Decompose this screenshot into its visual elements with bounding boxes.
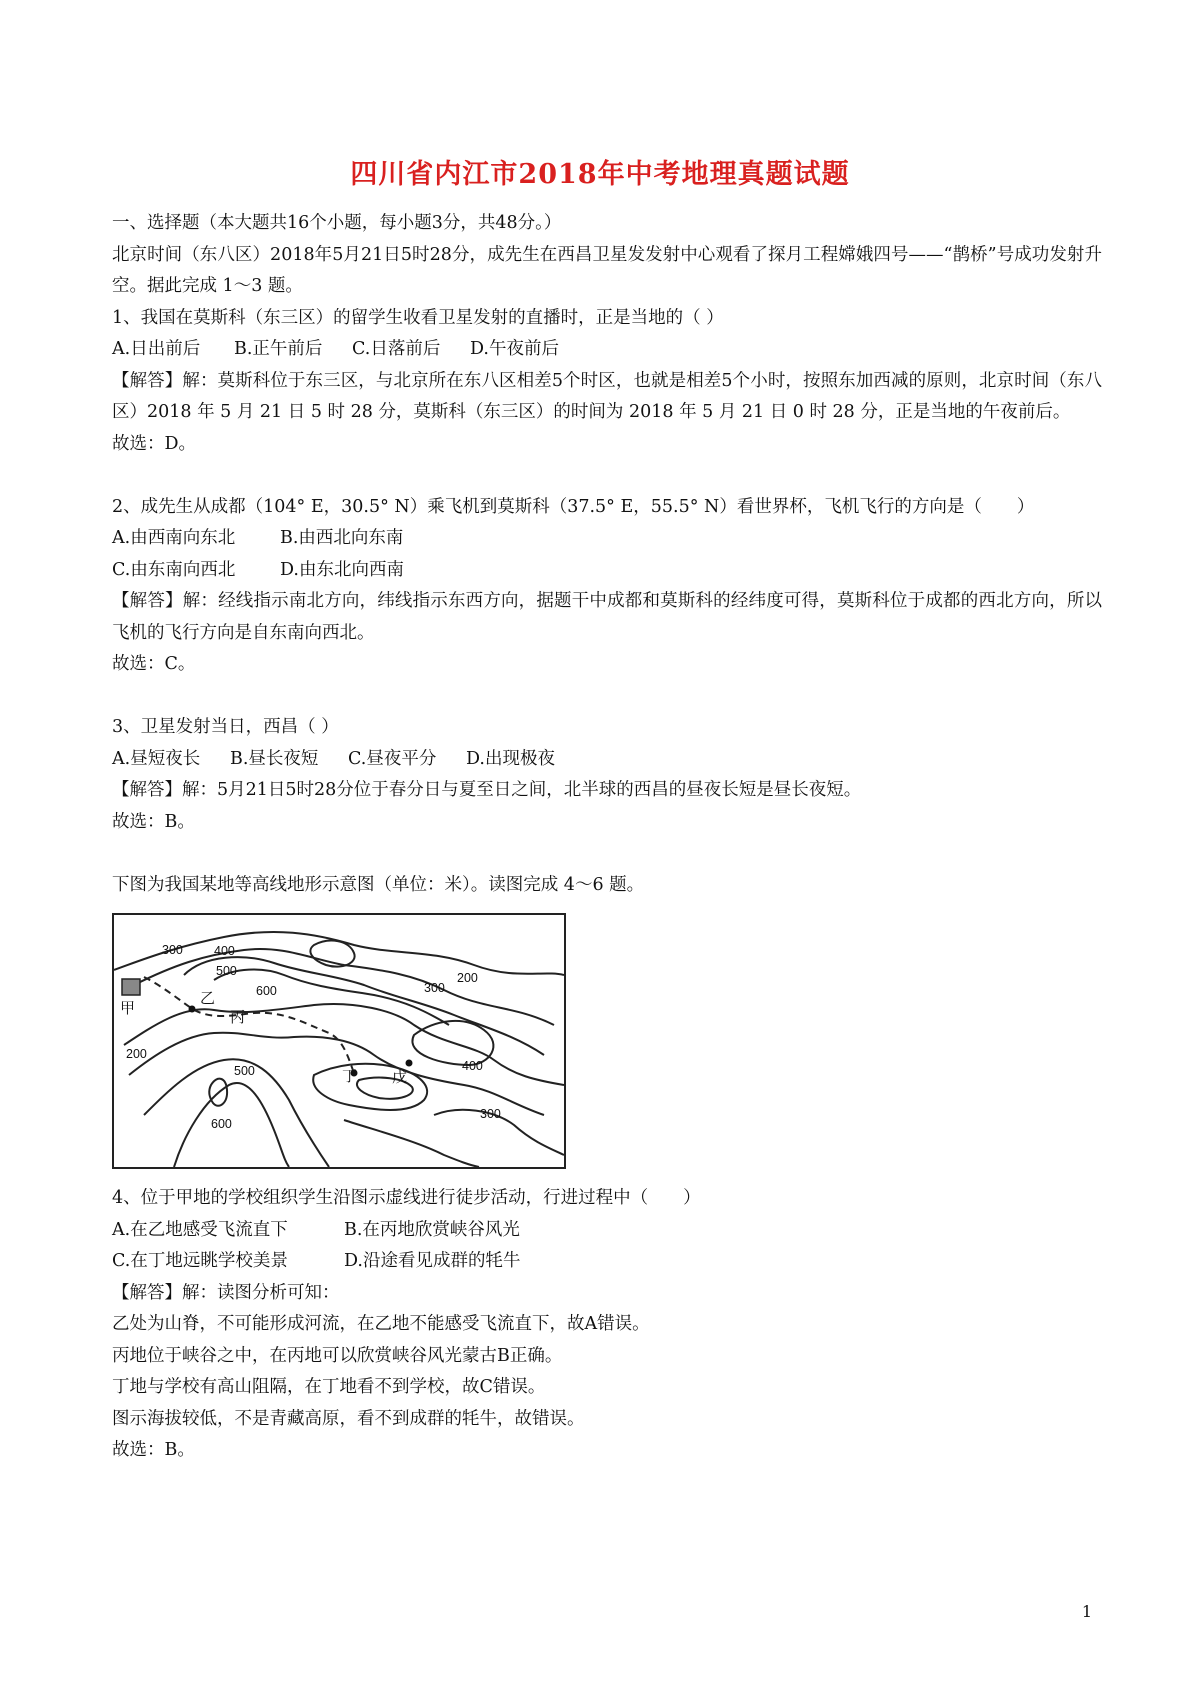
page-number: 1	[1081, 1602, 1092, 1621]
q2-option-c: C.由东南向西北	[112, 559, 236, 580]
intro-questions-4-6: 下图为我国某地等高线地形示意图（单位：米）。读图完成 4～6 题。	[112, 874, 645, 895]
q4-option-b: B.在丙地欣赏峡谷风光	[344, 1219, 520, 1240]
q3-answer: 【解答】解：5月21日5时28分位于春分日与夏至日之间，北半球的西昌的昼夜长短是昼长夜短。	[112, 780, 862, 800]
q3-option-b: B.昼长夜短	[230, 748, 319, 769]
place-label-jia: 甲	[120, 999, 136, 1017]
q2-stem: 2、成先生从成都（104° E，30.5° N）乘飞机到莫斯科（37.5° E，55.5° N）看世界杯，飞机飞行的方向是（ ）	[112, 496, 1035, 517]
q1-option-d: D.午夜前后	[470, 339, 559, 359]
q1-stem: 1、我国在莫斯科（东三区）的留学生收看卫星发射的直播时，正是当地的（ ）	[112, 307, 724, 328]
q1-option-c: C.日落前后	[352, 339, 441, 359]
q1-choice: 故选：D。	[112, 433, 197, 454]
place-label-wu: 戊	[392, 1068, 408, 1086]
document-body	[112, 208, 1102, 1467]
q3-option-c: C.昼夜平分	[348, 748, 437, 769]
contour-label: 300	[424, 981, 445, 995]
q4-answer-head: 【解答】解：读图分析可知：	[112, 1282, 340, 1303]
contour-label: 500	[216, 964, 237, 978]
contour-label: 600	[256, 984, 277, 998]
q4-option-a: A.在乙地感受飞流直下	[112, 1219, 288, 1240]
q3-option-d: D.出现极夜	[466, 748, 555, 769]
place-label-bing: 丙	[230, 1008, 246, 1026]
q2-option-b: B.由西北向东南	[280, 528, 404, 548]
point-marker-icon	[189, 1006, 196, 1013]
place-label-ding: 丁	[342, 1067, 358, 1085]
contour-label: 400	[214, 944, 235, 958]
hiking-route-dashed-line	[144, 977, 354, 1073]
intro-questions-1-3: 北京时间（东八区）2018年5月21日5时28分，成先生在西昌卫星发发射中心观看了探月工程嫦娥四号——“鹊桥”号成功发射升空。据此完成 1～3 题。	[112, 244, 1102, 296]
q2-options-row1	[112, 523, 1102, 555]
contour-lines	[114, 932, 564, 1167]
q3-stem: 3、卫星发射当日，西昌（ ）	[112, 717, 339, 737]
contour-map-svg	[114, 915, 564, 1167]
contour-label: 500	[234, 1064, 255, 1078]
q4-options-row1	[112, 1215, 1102, 1247]
q2-answer: 【解答】解：经线指示南北方向，纬线指示东西方向，据题干中成都和莫斯科的经纬度可得，莫斯科位于成都的西北方向，所以飞机的飞行方向是自东南向西北。	[112, 591, 1102, 643]
q4-answer-line: 乙处为山脊，不可能形成河流，在乙地不能感受飞流直下，故A错误。	[112, 1314, 650, 1334]
contour-label: 300	[480, 1107, 501, 1121]
q1-option-a: A.日出前后	[112, 339, 201, 359]
contour-line	[134, 949, 554, 1025]
q2-option-a: A.由西南向东北	[112, 528, 236, 548]
q4-option-c: C.在丁地远眺学校美景	[112, 1251, 288, 1271]
q2-options-row2	[112, 555, 1102, 587]
q1-option-b: B.正午前后	[234, 339, 323, 359]
q1-answer: 【解答】解：莫斯科位于东三区，与北京所在东八区相差5个时区，也就是相差5个小时，按照东加西减的原则，北京时间（东八区）2018 年 5 月 21 日 5 时 28 分，莫斯科（东三区）的时间为 2018 年 5 月 21 日 0 时 28 分，正是当地的午夜前后。	[112, 370, 1102, 422]
q2-option-d: D.由东北向西南	[280, 559, 404, 580]
school-marker-icon	[122, 979, 140, 995]
q4-answer-line: 图示海拔较低，不是青藏高原，看不到成群的牦牛，故错误。	[112, 1408, 585, 1429]
q4-choice: 故选：B。	[112, 1440, 195, 1460]
q2-choice: 故选：C。	[112, 654, 196, 674]
contour-label: 200	[126, 1047, 147, 1061]
contour-line	[344, 1120, 479, 1167]
q3-choice: 故选：B。	[112, 811, 195, 832]
contour-line	[313, 1064, 427, 1110]
q3-options	[112, 744, 1102, 776]
q4-options-row2	[112, 1246, 1102, 1278]
contour-label: 400	[462, 1059, 483, 1073]
q4-option-d: D.沿途看见成群的牦牛	[344, 1251, 521, 1271]
contour-label: 200	[457, 971, 478, 985]
contour-label: 300	[162, 943, 183, 957]
point-marker-icon	[406, 1060, 413, 1067]
document-title: 四川省内江市2018年中考地理真题试题	[350, 159, 850, 190]
place-label-yi: 乙	[200, 989, 216, 1007]
q3-option-a: A.昼短夜长	[112, 748, 201, 769]
place-labels	[120, 989, 407, 1086]
contour-map	[112, 913, 566, 1169]
contour-label: 600	[211, 1117, 232, 1131]
section-heading: 一、选择题（本大题共16个小题，每小题3分，共48分。）	[112, 213, 562, 233]
q1-options	[112, 334, 1102, 366]
q4-stem: 4、位于甲地的学校组织学生沿图示虚线进行徒步活动，行进过程中（ ）	[112, 1188, 701, 1208]
q4-answer-line: 丙地位于峡谷之中，在丙地可以欣赏峡谷风光蒙古B正确。	[112, 1345, 563, 1366]
q4-answer-line: 丁地与学校有高山阻隔，在丁地看不到学校，故C错误。	[112, 1377, 546, 1397]
